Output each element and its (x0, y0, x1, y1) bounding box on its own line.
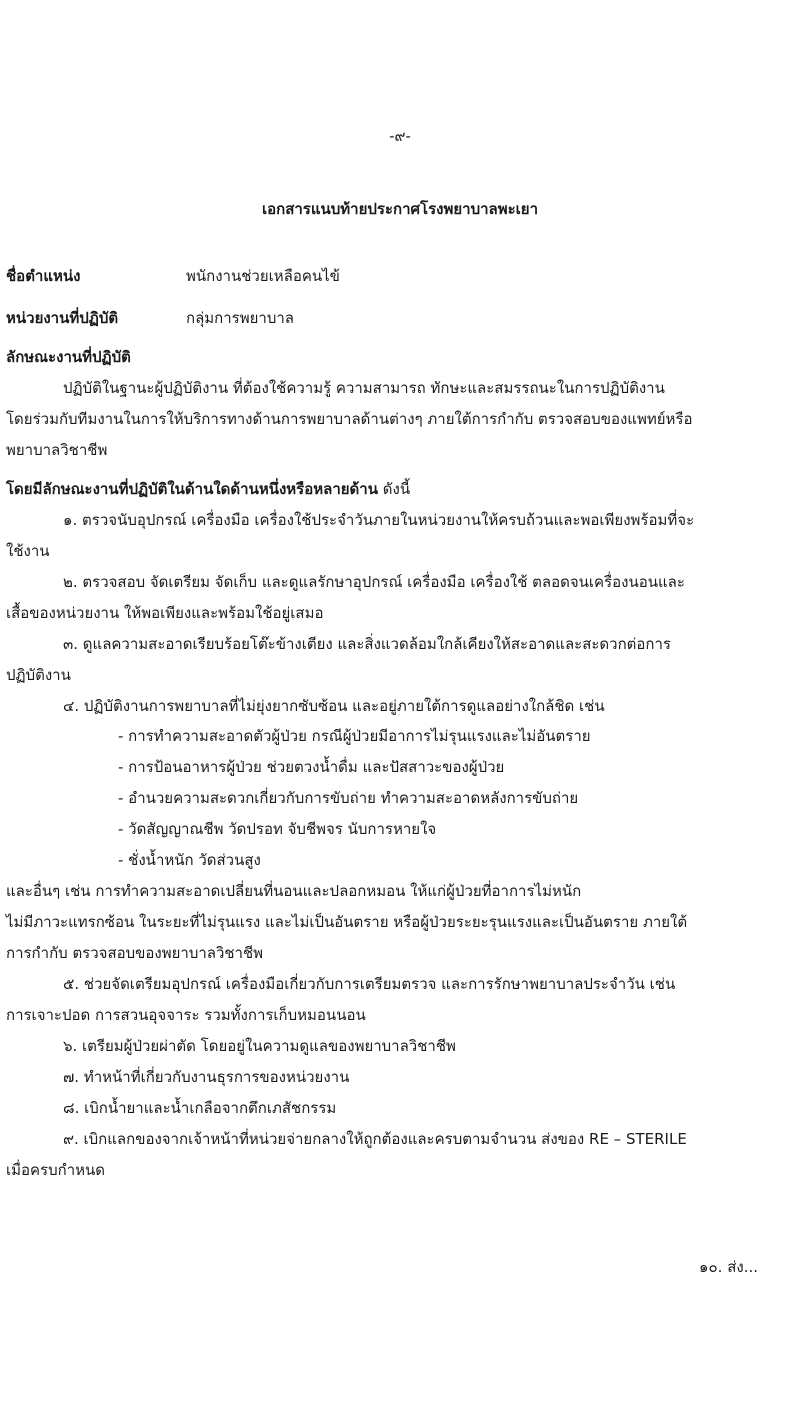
duty-item-4: ๔. ปฏิบัติงานการพยาบาลที่ไม่ยุ่งยากซับซ้อน และอยู่ภายใต้การดูแลอย่างใกล้ชิด เช่น (63, 697, 605, 715)
position-label: ชื่อตำแหน่ง (6, 267, 81, 285)
duty-item-4-cont: และอื่นๆ เช่น การทำความสะอาดเปลี่ยนที่นอนและปลอกหมอน ให้แก่ผู้ป่วยที่อาการไม่หนัก (6, 882, 582, 900)
duty-item-5-cont: การเจาะปอด การสวนอุจจาระ รวมทั้งการเก็บหมอนนอน (6, 1006, 366, 1024)
unit-label: หน่วยงานที่ปฏิบัติ (6, 309, 119, 327)
duty-sub-item: - การทำความสะอาดตัวผู้ป่วย กรณีผู้ป่วยมีอาการไม่รุนแรงและไม่อันตราย (118, 727, 591, 745)
work-nature-line: ปฏิบัติในฐานะผู้ปฏิบัติงาน ที่ต้องใช้ความรู้ ความสามารถ ทักษะและสมรรถนะในการปฏิบัติงาน (63, 379, 665, 397)
duty-sub-item: - ชั่งน้ำหนัก วัดส่วนสูง (118, 851, 261, 869)
duties-heading (6, 478, 410, 500)
duty-item-2: ๒. ตรวจสอบ จัดเตรียม จัดเก็บ และดูแลรักษาอุปกรณ์ เครื่องมือ เครื่องใช้ ตลอดจนเครื่องนอนและ (63, 573, 685, 591)
document-title: เอกสารแนบท้ายประกาศโรงพยาบาลพะเยา (261, 200, 538, 218)
duty-item-7: ๗. ทำหน้าที่เกี่ยวกับงานธุรการของหน่วยงาน (63, 1068, 350, 1086)
duty-item-3: ๓. ดูแลความสะอาดเรียบร้อยโต๊ะข้างเตียง และสิ่งแวดล้อมใกล้เคียงให้สะอาดและสะดวกต่อการ (63, 635, 671, 653)
duty-item-4-cont: ไม่มีภาวะแทรกซ้อน ในระยะที่ไม่รุนแรง และไม่เป็นอันตราย หรือผู้ป่วยระยะรุนแรงและเป็นอันตราย ภายใต้ (6, 913, 688, 931)
duty-sub-item: - การป้อนอาหารผู้ป่วย ช่วยตวงน้ำดื่ม และปัสสาวะของผู้ป่วย (118, 758, 505, 776)
duty-item-2-cont: เสื้อของหน่วยงาน ให้พอเพียงและพร้อมใช้อยู่เสมอ (6, 604, 324, 622)
duty-item-9: ๙. เบิกแลกของจากเจ้าหน้าที่หน่วยจ่ายกลางให้ถูกต้องและครบตามจำนวน ส่งของ RE – STERILE (63, 1130, 687, 1148)
duty-sub-item: - อำนวยความสะดวกเกี่ยวกับการขับถ่าย ทำความสะอาดหลังการขับถ่าย (118, 789, 579, 807)
duty-item-5: ๕. ช่วยจัดเตรียมอุปกรณ์ เครื่องมือเกี่ยวกับการเตรียมตรวจ และการรักษาพยาบาลประจำวัน เช่น (63, 975, 676, 993)
duty-sub-item: - วัดสัญญาณชีพ วัดปรอท จับชีพจร นับการหายใจ (118, 820, 437, 838)
position-value: พนักงานช่วยเหลือคนไข้ (186, 267, 340, 285)
duties-heading-bold: โดยมีลักษณะงานที่ปฏิบัติในด้านใดด้านหนึ่งหรือหลายด้าน (6, 480, 378, 498)
work-nature-heading: ลักษณะงานที่ปฏิบัติ (6, 348, 131, 366)
duty-item-8: ๘. เบิกน้ำยาและน้ำเกลือจากตึกเภสัชกรรม (63, 1099, 337, 1117)
duty-item-4-cont: การกำกับ ตรวจสอบของพยาบาลวิชาชีพ (6, 944, 264, 962)
unit-value: กลุ่มการพยาบาล (186, 309, 294, 327)
continuation-marker: ๑๐. ส่ง... (699, 1258, 758, 1276)
duty-item-6: ๖. เตรียมผู้ป่วยผ่าตัด โดยอยู่ในความดูแลของพยาบาลวิชาชีพ (63, 1037, 456, 1055)
duties-heading-rest: ดังนี้ (382, 480, 411, 498)
work-nature-line: พยาบาลวิชาชีพ (6, 441, 108, 459)
duty-item-3-cont: ปฏิบัติงาน (6, 666, 71, 684)
duty-item-1-cont: ใช้งาน (6, 542, 50, 560)
work-nature-line: โดยร่วมกับทีมงานในการให้บริการทางด้านการพยาบาลด้านต่างๆ ภายใต้การกำกับ ตรวจสอบของแพทย์หรือ (6, 410, 693, 428)
page-number: -๙- (389, 127, 411, 145)
duty-item-1: ๑. ตรวจนับอุปกรณ์ เครื่องมือ เครื่องใช้ประจำวันภายในหน่วยงานให้ครบถ้วนและพอเพียงพร้อมที่จะ (63, 511, 695, 529)
duty-item-9-cont: เมื่อครบกำหนด (6, 1161, 106, 1179)
